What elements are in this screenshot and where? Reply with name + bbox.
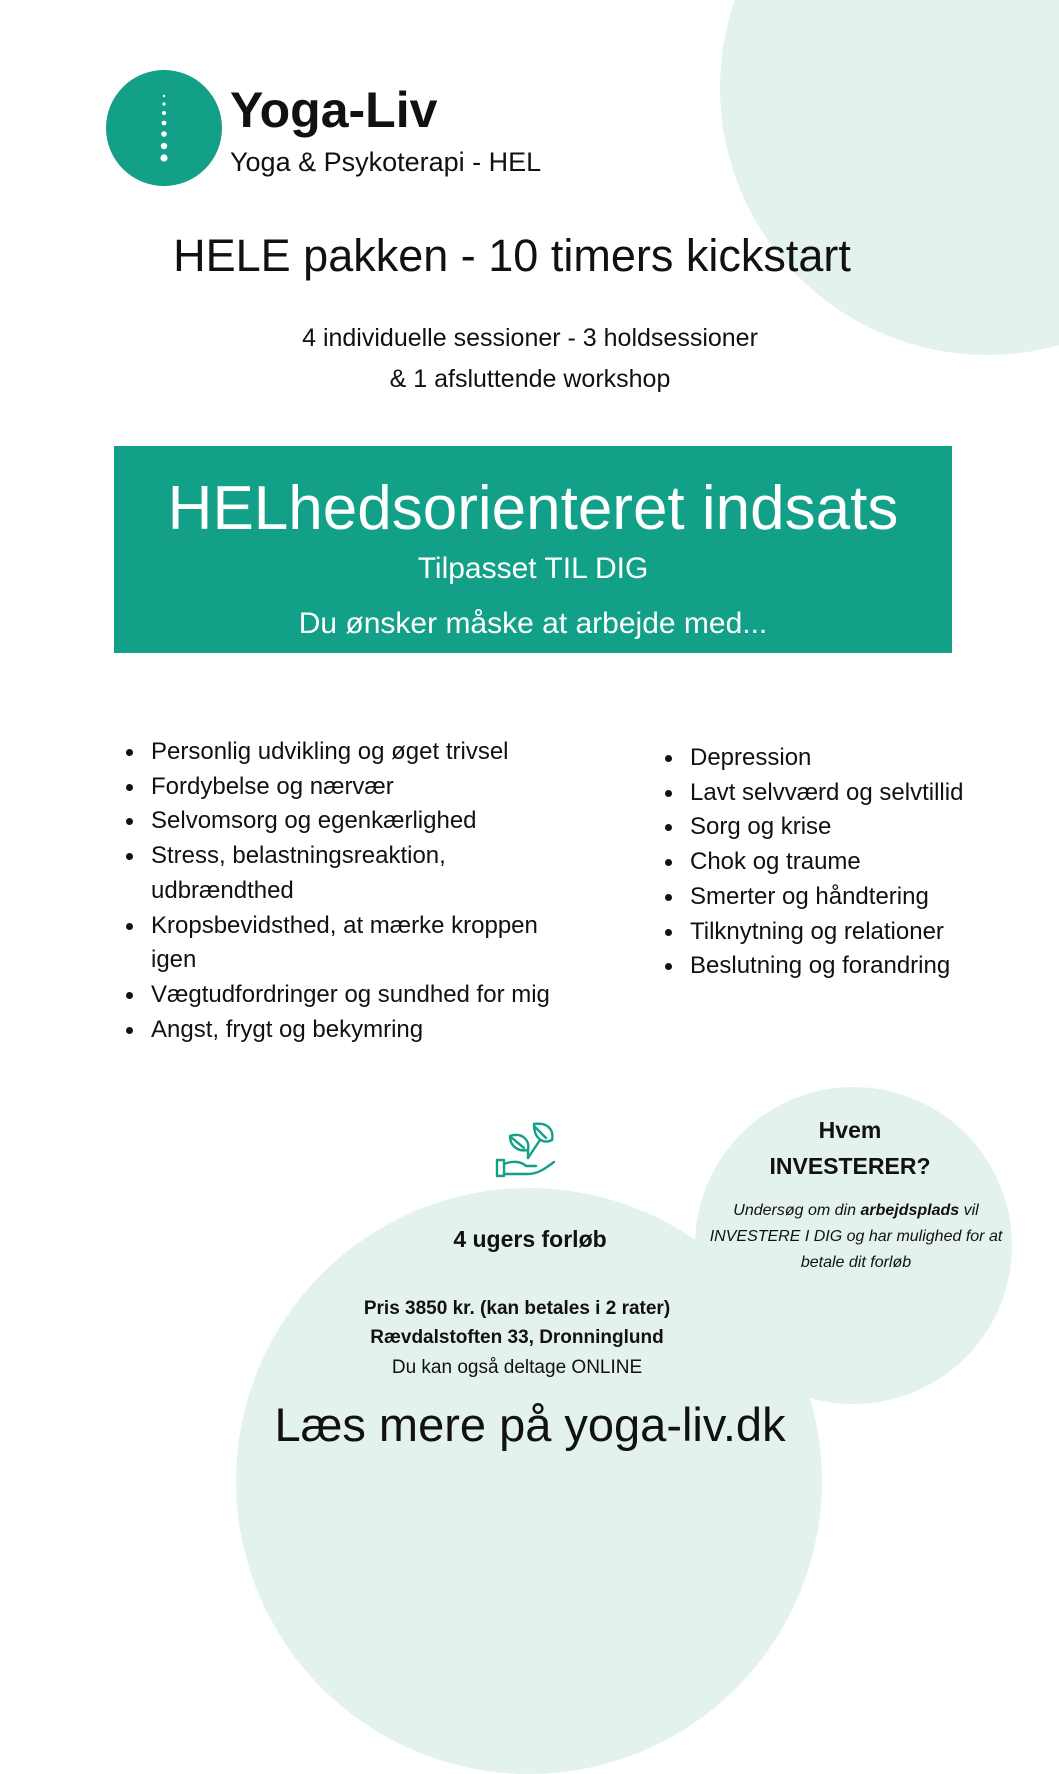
brand-name: Yoga-Liv	[230, 82, 438, 138]
banner-subtitle: Tilpasset TIL DIG	[417, 552, 649, 585]
topic-list-left	[115, 735, 605, 1047]
invest-text-bold: arbejdsplads	[860, 1202, 960, 1219]
course-address: Rævdalstoften 33, Dronninglund	[370, 1327, 664, 1348]
intro-line-2: & 1 afsluttende workshop	[389, 365, 671, 393]
spine-dots-icon	[158, 92, 170, 164]
invest-title-line-1: Hvem	[818, 1117, 882, 1143]
course-online: Du kan også deltage ONLINE	[391, 1357, 643, 1378]
highlight-banner	[114, 446, 952, 653]
brand-subtitle: Yoga & Psykoterapi - HEL	[230, 147, 542, 177]
plant-in-hand-icon	[494, 1118, 558, 1180]
list-item: Angst, frygt og bekymring	[115, 1013, 605, 1048]
bg-circle-top-right	[720, 0, 1059, 355]
list-item: Smerter og håndtering	[654, 880, 1034, 915]
list-item: Chok og traume	[654, 845, 1034, 880]
topic-list-right	[654, 741, 1034, 984]
list-item: Selvomsorg og egenkærlighed	[115, 804, 605, 839]
list-item: Depression	[654, 741, 1034, 776]
intro-line-1: 4 individuelle sessioner - 3 holdsessioner	[302, 324, 758, 352]
list-item: Lavt selvværd og selvtillid	[654, 776, 1034, 811]
list-item: Sorg og krise	[654, 810, 1034, 845]
list-item: Beslutning og forandring	[654, 949, 1034, 984]
course-price	[317, 1294, 717, 1323]
list-item: Vægtudfordringer og sundhed for mig	[115, 978, 605, 1013]
price-note: (kan betales i 2 rater)	[474, 1298, 671, 1319]
invest-text-post: vil INVESTERE I DIG og har mulighed for at betale dit forløb	[709, 1202, 1003, 1271]
list-item: Stress, belastningsreaktion, udbrændthed	[115, 839, 491, 908]
invest-text-pre: Undersøg om din	[733, 1202, 861, 1219]
list-item: Fordybelse og nærvær	[115, 770, 605, 805]
brand-logo	[106, 70, 222, 186]
list-item: Personlig udvikling og øget trivsel	[115, 735, 605, 770]
banner-tagline: Du ønsker måske at arbejde med...	[298, 607, 768, 640]
invest-text	[700, 1198, 1012, 1276]
invest-title-line-2: INVESTERER?	[769, 1153, 931, 1179]
list-item: Kropsbevidsthed, at mærke kroppen igen	[115, 909, 581, 978]
course-duration: 4 ugers forløb	[453, 1226, 607, 1252]
page-title: HELE pakken - 10 timers kickstart	[173, 230, 851, 281]
website-link[interactable]: Læs mere på yoga-liv.dk	[274, 1398, 786, 1451]
price-value: Pris 3850 kr.	[363, 1298, 475, 1319]
banner-title: HELhedsorienteret indsats	[167, 474, 899, 543]
list-item: Tilknytning og relationer	[654, 915, 1034, 950]
